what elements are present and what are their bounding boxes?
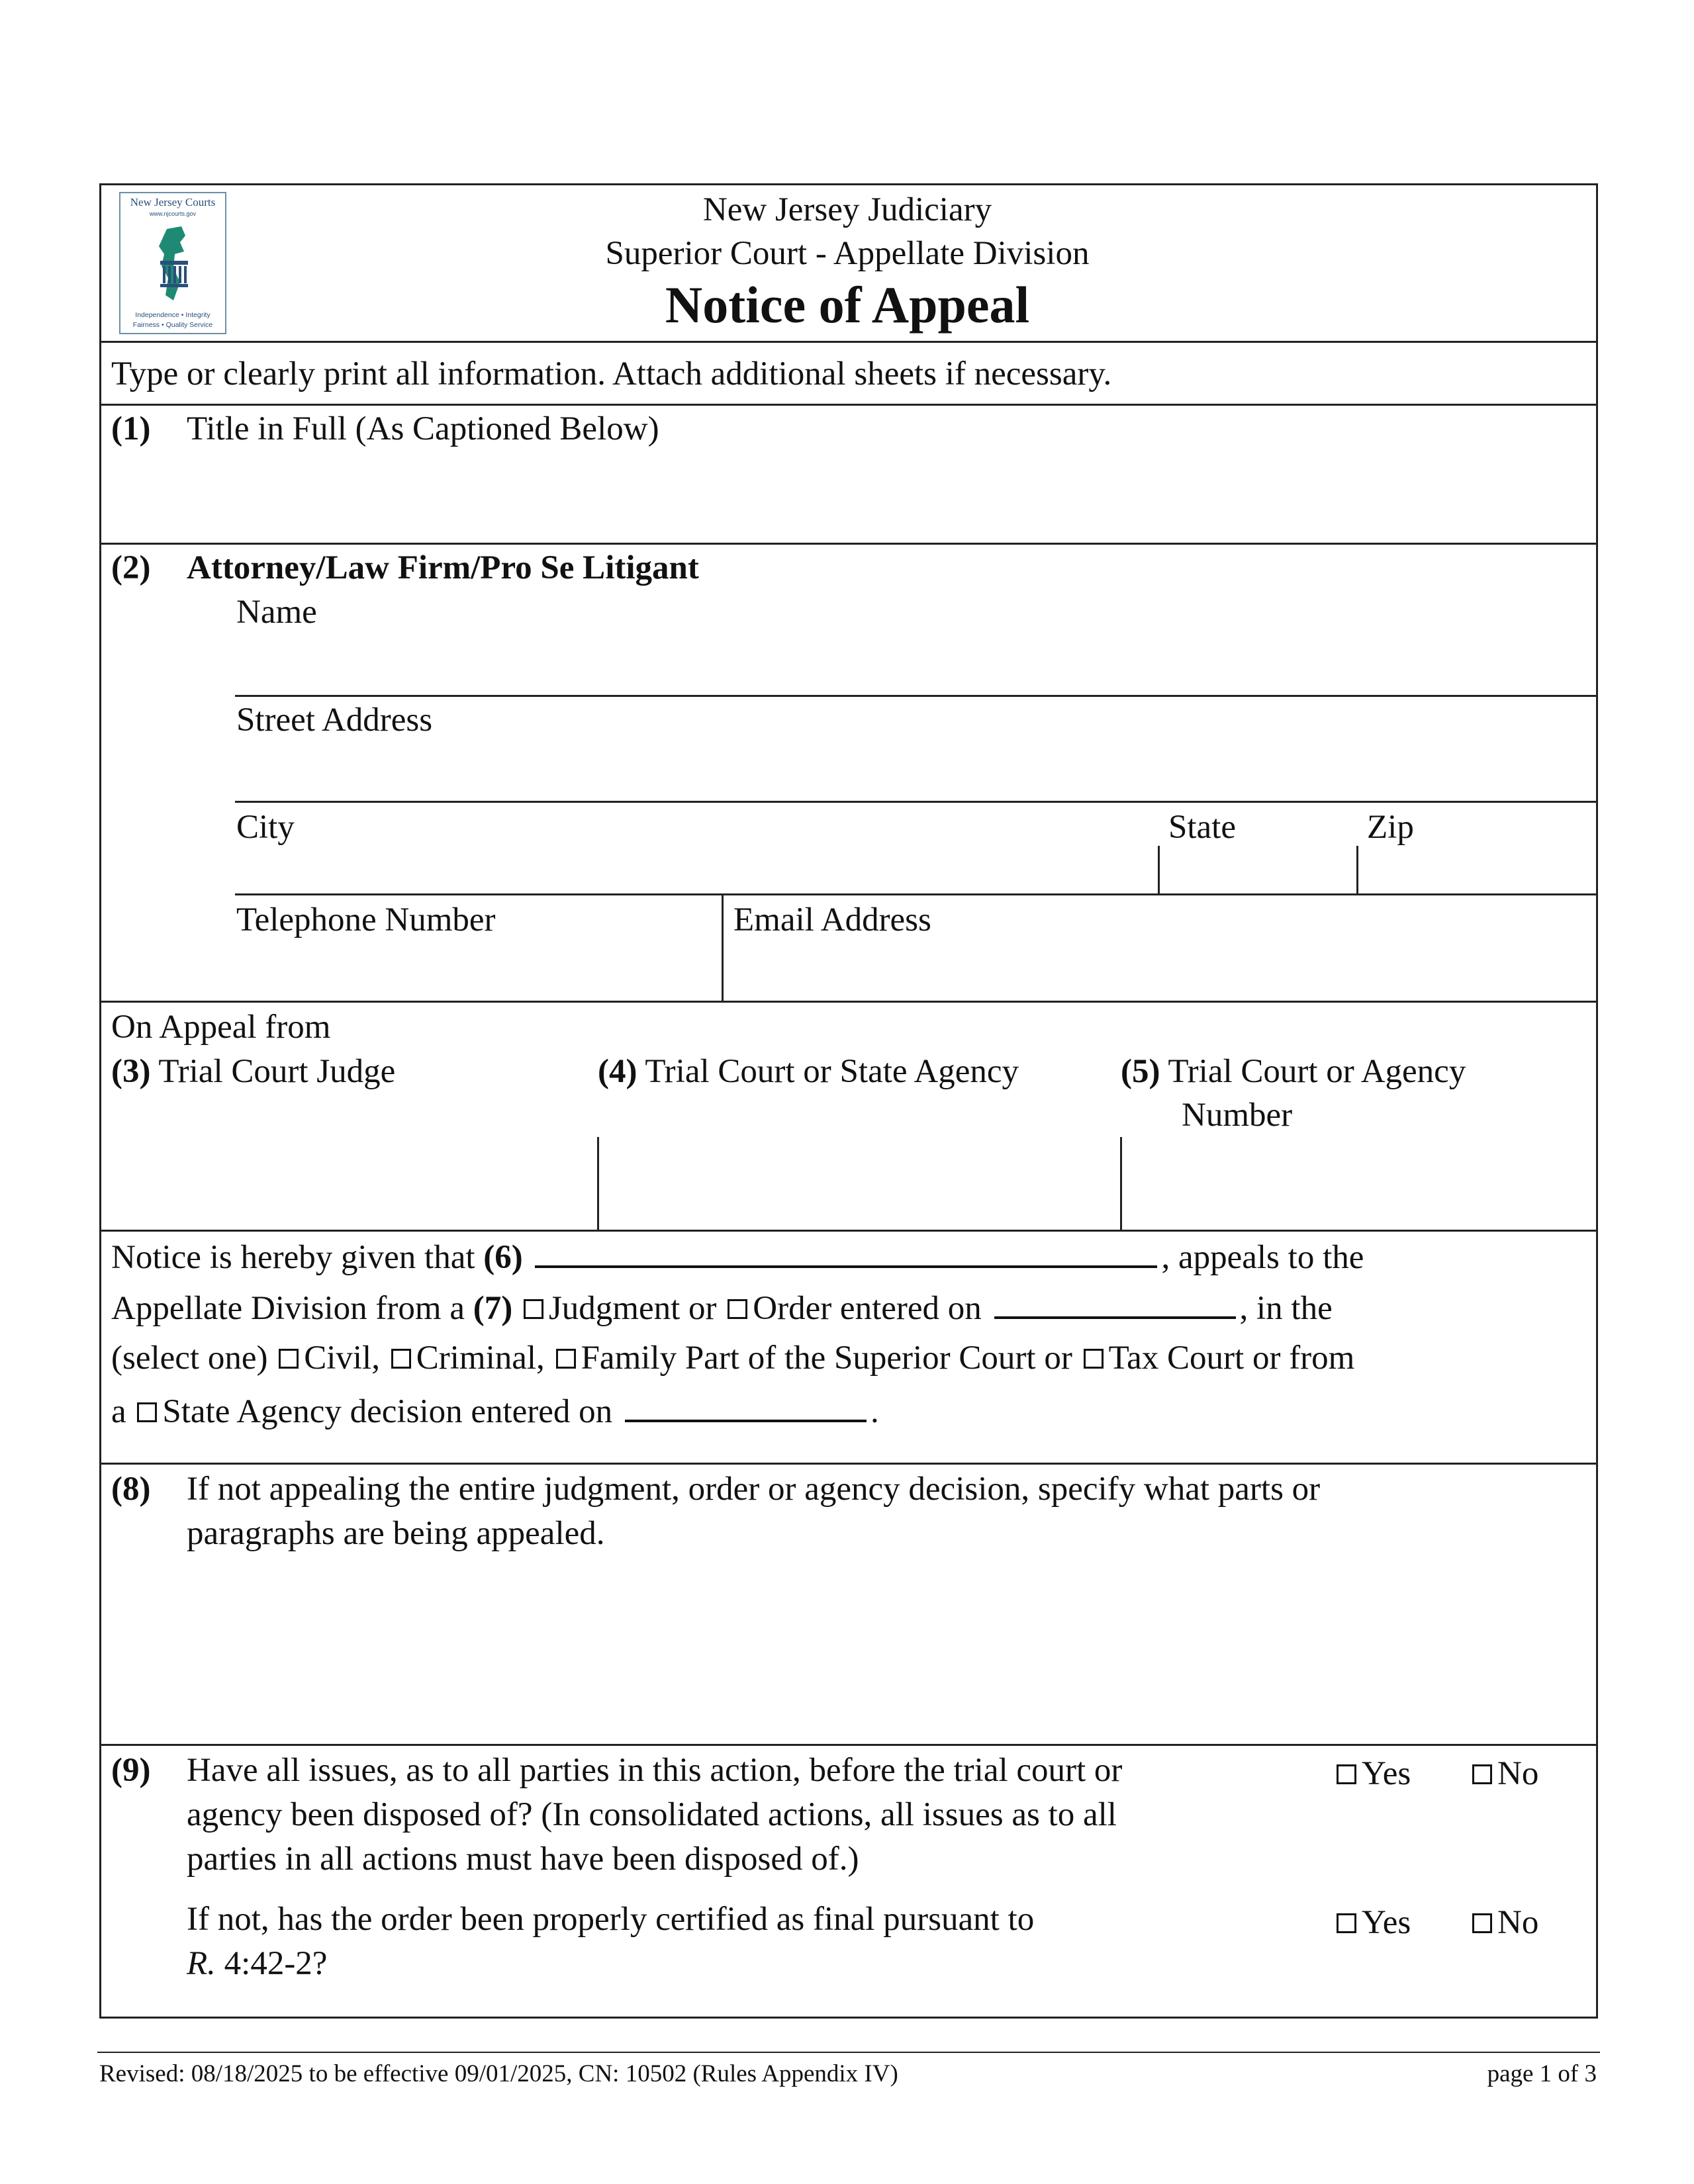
tax-court-label: Tax Court or from xyxy=(1108,1340,1355,1377)
section9-q1-line3: parties in all actions must have been disposed of.) xyxy=(187,1841,859,1878)
trial-court-judge-field[interactable] xyxy=(111,1138,588,1228)
logo-motto-1: Independence • Integrity xyxy=(135,311,211,319)
agency-number-text: Trial Court or Agency xyxy=(1168,1053,1466,1090)
trial-court-judge-label xyxy=(111,1055,395,1089)
trial-court-agency-label xyxy=(598,1055,1019,1089)
order-date-field[interactable] xyxy=(994,1290,1236,1319)
state-label: State xyxy=(1168,809,1236,846)
trial-court-agency-field[interactable] xyxy=(602,1138,1112,1228)
notice-text: Appellate Division from a xyxy=(111,1290,473,1327)
order-label: Order entered on xyxy=(753,1290,982,1327)
divider xyxy=(722,895,724,1001)
notice-line-1 xyxy=(111,1239,1364,1275)
section8-line2: paragraphs are being appealed. xyxy=(187,1515,605,1552)
q2-no-option xyxy=(1470,1906,1538,1940)
divider xyxy=(235,893,1598,895)
judgment-checkbox[interactable] xyxy=(524,1299,543,1319)
no-label: No xyxy=(1497,1904,1539,1941)
no-label: No xyxy=(1497,1755,1539,1792)
header-line1: New Jersey Judiciary xyxy=(702,191,992,228)
logo-url: www.njcourts.gov xyxy=(149,210,197,217)
section9-number: (9) xyxy=(111,1752,151,1789)
q2-yes-checkbox[interactable] xyxy=(1337,1913,1356,1933)
divider xyxy=(597,1137,599,1230)
notice-text: , in the xyxy=(1239,1290,1333,1327)
notice-line-4 xyxy=(111,1393,879,1429)
divider xyxy=(235,801,1598,803)
section1-label: Title in Full (As Captioned Below) xyxy=(187,410,659,447)
agency-number-label-2: Number xyxy=(1182,1097,1293,1134)
q1-no-checkbox[interactable] xyxy=(1472,1764,1492,1784)
family-label: Family Part of the Superior Court or xyxy=(581,1340,1072,1377)
criminal-checkbox[interactable] xyxy=(391,1349,411,1369)
divider xyxy=(1356,846,1358,894)
logo-name: New Jersey Courts xyxy=(130,196,216,208)
section5-number: (5) xyxy=(1121,1053,1160,1090)
trial-court-judge-text: Trial Court Judge xyxy=(158,1053,396,1090)
logo-motto-2: Fairness • Quality Service xyxy=(132,321,213,329)
agency-decision-date-field[interactable] xyxy=(625,1393,867,1422)
title-in-full-field[interactable] xyxy=(111,453,1587,539)
header-line2: Superior Court - Appellate Division xyxy=(605,235,1090,272)
q2-no-checkbox[interactable] xyxy=(1472,1913,1492,1933)
email-field[interactable] xyxy=(728,940,1589,999)
city-field[interactable] xyxy=(236,847,1156,893)
zip-label: Zip xyxy=(1367,809,1414,846)
parts-appealed-field[interactable] xyxy=(111,1562,1587,1741)
agency-number-field[interactable] xyxy=(1125,1138,1589,1228)
yes-label: Yes xyxy=(1362,1755,1411,1792)
telephone-field[interactable] xyxy=(236,940,720,999)
family-checkbox[interactable] xyxy=(556,1349,576,1369)
section1-number: (1) xyxy=(111,410,151,447)
notice-text: a xyxy=(111,1393,126,1430)
divider xyxy=(235,695,1598,697)
appellant-name-field[interactable] xyxy=(535,1239,1157,1268)
section2-number: (2) xyxy=(111,549,151,586)
name-label: Name xyxy=(236,594,317,631)
telephone-label: Telephone Number xyxy=(236,901,496,938)
q1-yes-option xyxy=(1334,1757,1411,1791)
footer-divider xyxy=(97,2052,1600,2053)
divider xyxy=(99,1463,1598,1465)
section8-number: (8) xyxy=(111,1471,151,1508)
divider xyxy=(99,1230,1598,1232)
divider xyxy=(1158,846,1160,894)
notice-text: . xyxy=(870,1393,879,1430)
divider xyxy=(99,341,1598,343)
section4-number: (4) xyxy=(598,1053,637,1090)
section7-number: (7) xyxy=(473,1290,513,1327)
section9-q2-line1: If not, has the order been properly certified as final pursuant to xyxy=(187,1901,1035,1938)
rule-label: R. xyxy=(187,1945,216,1982)
tax-court-checkbox[interactable] xyxy=(1084,1349,1104,1369)
criminal-label: Criminal, xyxy=(416,1340,545,1377)
section9-q1-line1: Have all issues, as to all parties in this action, before the trial court or xyxy=(187,1752,1123,1789)
zip-field[interactable] xyxy=(1360,847,1592,893)
q2-yes-option xyxy=(1334,1906,1411,1940)
divider xyxy=(99,543,1598,545)
section8-line1: If not appealing the entire judgment, order or agency decision, specify what parts or xyxy=(187,1471,1321,1508)
section3-number: (3) xyxy=(111,1053,151,1090)
order-checkbox[interactable] xyxy=(728,1299,747,1319)
divider xyxy=(99,1744,1598,1746)
trial-court-agency-text: Trial Court or State Agency xyxy=(645,1053,1019,1090)
state-agency-label: State Agency decision entered on xyxy=(162,1393,613,1430)
notice-line-3 xyxy=(111,1342,1354,1375)
revision-text: Revised: 08/18/2025 to be effective 09/01/2025, CN: 10502 (Rules Appendix IV) xyxy=(99,2060,898,2087)
state-agency-checkbox[interactable] xyxy=(137,1402,157,1422)
city-label: City xyxy=(236,809,295,846)
divider xyxy=(1120,1137,1122,1230)
notice-text: Notice is hereby given that xyxy=(111,1239,484,1276)
civil-label: Civil, xyxy=(304,1340,380,1377)
notice-text: , appeals to the xyxy=(1161,1239,1364,1276)
rule-number: 4:42-2? xyxy=(215,1945,328,1982)
state-field[interactable] xyxy=(1162,847,1354,893)
page-number: page 1 of 3 xyxy=(1487,2060,1597,2087)
section6-number: (6) xyxy=(483,1239,523,1276)
page-title: Notice of Appeal xyxy=(665,276,1030,334)
agency-number-label xyxy=(1121,1055,1466,1089)
divider xyxy=(99,404,1598,406)
on-appeal-from-label: On Appeal from xyxy=(111,1009,331,1046)
yes-label: Yes xyxy=(1362,1904,1411,1941)
notice-text: (select one) xyxy=(111,1340,268,1377)
divider xyxy=(99,1001,1598,1003)
judgment-label: Judgment or xyxy=(548,1290,717,1327)
instructions-text: Type or clearly print all information. Attach additional sheets if necessary. xyxy=(111,355,1112,392)
street-address-label: Street Address xyxy=(236,702,433,739)
q1-yes-checkbox[interactable] xyxy=(1337,1764,1356,1784)
name-field[interactable] xyxy=(236,632,1593,695)
section2-label: Attorney/Law Firm/Pro Se Litigant xyxy=(187,549,699,586)
street-address-field[interactable] xyxy=(236,740,1593,801)
civil-checkbox[interactable] xyxy=(279,1349,299,1369)
email-label: Email Address xyxy=(733,901,931,938)
notice-line-2 xyxy=(111,1290,1333,1326)
section9-q2-line2 xyxy=(187,1947,327,1981)
q1-no-option xyxy=(1470,1757,1538,1791)
section9-q1-line2: agency been disposed of? (In consolidated actions, all issues as to all xyxy=(187,1796,1117,1833)
